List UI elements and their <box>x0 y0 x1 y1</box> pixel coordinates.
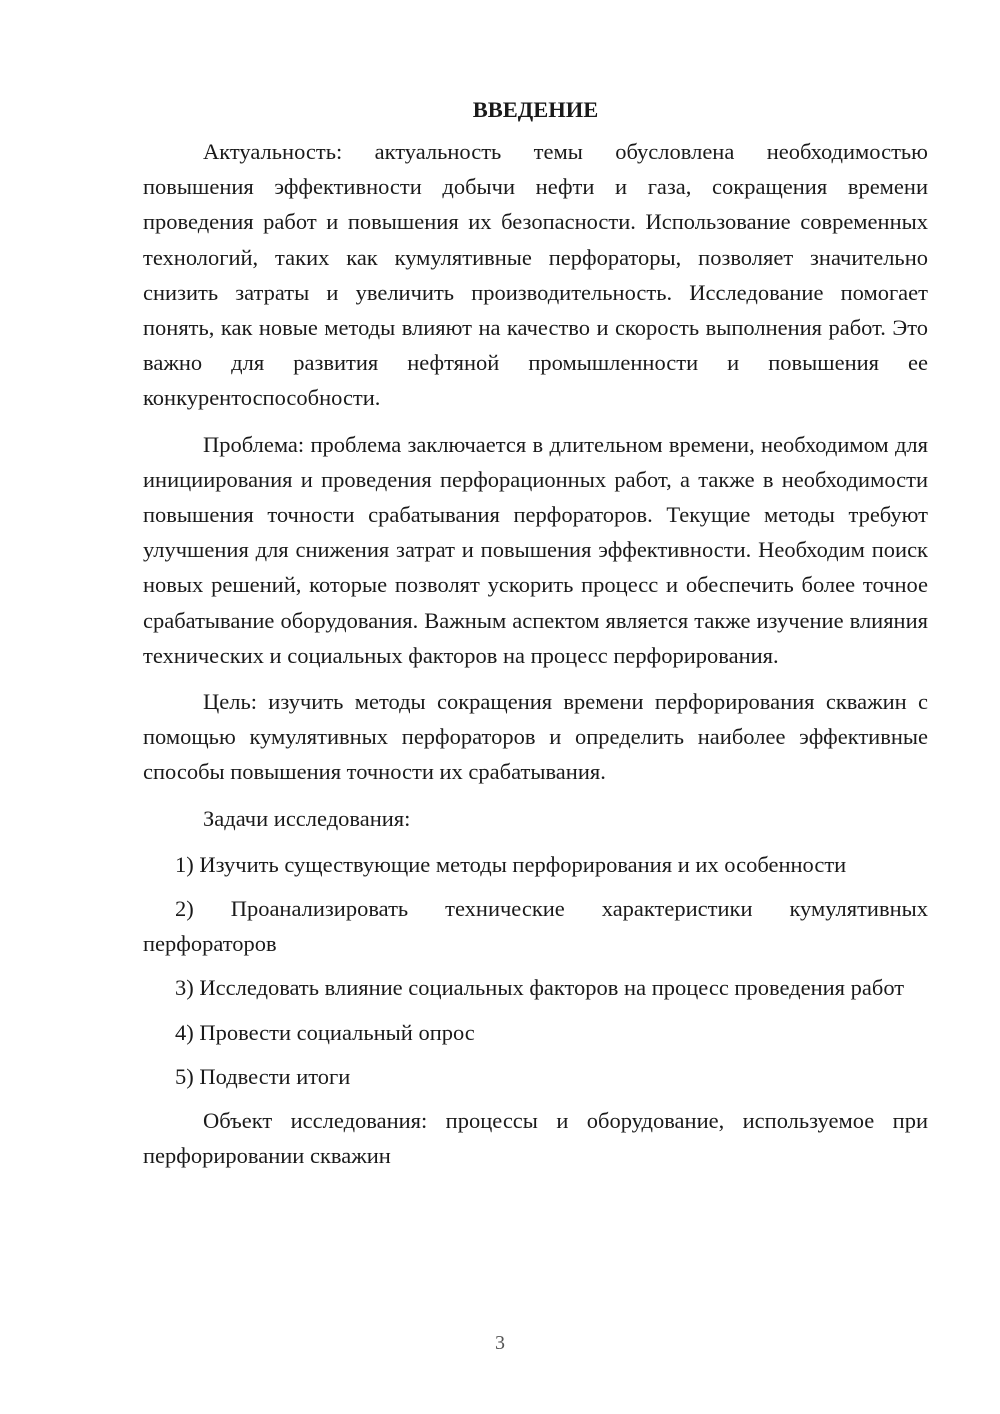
paragraph-tasks-heading: Задачи исследования: <box>203 805 411 831</box>
paragraph-goal: Цель: изучить методы сокращения времени перфорирования скважин с помощью кумулятивных перфораторов и определить наиболее эффективные способы повышения точности их срабатывания. <box>143 689 928 785</box>
task-item-5: 5) Подвести итоги <box>175 1063 351 1089</box>
task-item-2: 2) Проанализировать технические характеристики кумулятивных перфораторов <box>143 896 928 957</box>
task-item-1: 1) Изучить существующие методы перфорирования и их особенности <box>175 851 847 877</box>
document-page <box>143 90 928 1184</box>
paragraph-relevance: Актуальность: актуальность темы обусловлена необходимостью повышения эффективности добычи нефти и газа, сокращения времени проведения работ и повышения их безопасности. Использование современных технологий, таких как кумулятивные перфораторы, позволяет значительно снизить затраты и увеличить производительность. Исследование помогает понять, как новые методы влияют на качество и скорость выполнения работ. Это важно для развития нефтяной промышленности и повышения ее конкурентоспособности. <box>143 139 928 411</box>
task-item-3: 3) Исследовать влияние социальных факторов на процесс проведения работ <box>175 975 905 1001</box>
task-item-4: 4) Провести социальный опрос <box>175 1019 475 1045</box>
paragraph-problem: Проблема: проблема заключается в длительном времени, необходимом для инициирования и проведения перфорационных работ, а также в необходимости повышения точности срабатывания перфораторов. Текущие методы требуют улучшения для снижения затрат и повышения эффективности. Необходим поиск новых решений, которые позволят ускорить процесс и обеспечить более точное срабатывание оборудования. Важным аспектом является также изучение влияния технических и социальных факторов на процесс перфорирования. <box>143 431 928 668</box>
paragraph-object: Объект исследования: процессы и оборудование, используемое при перфорировании скважин <box>143 1108 928 1169</box>
page-number: 3 <box>495 1332 505 1354</box>
section-title: ВВЕДЕНИЕ <box>472 97 599 122</box>
